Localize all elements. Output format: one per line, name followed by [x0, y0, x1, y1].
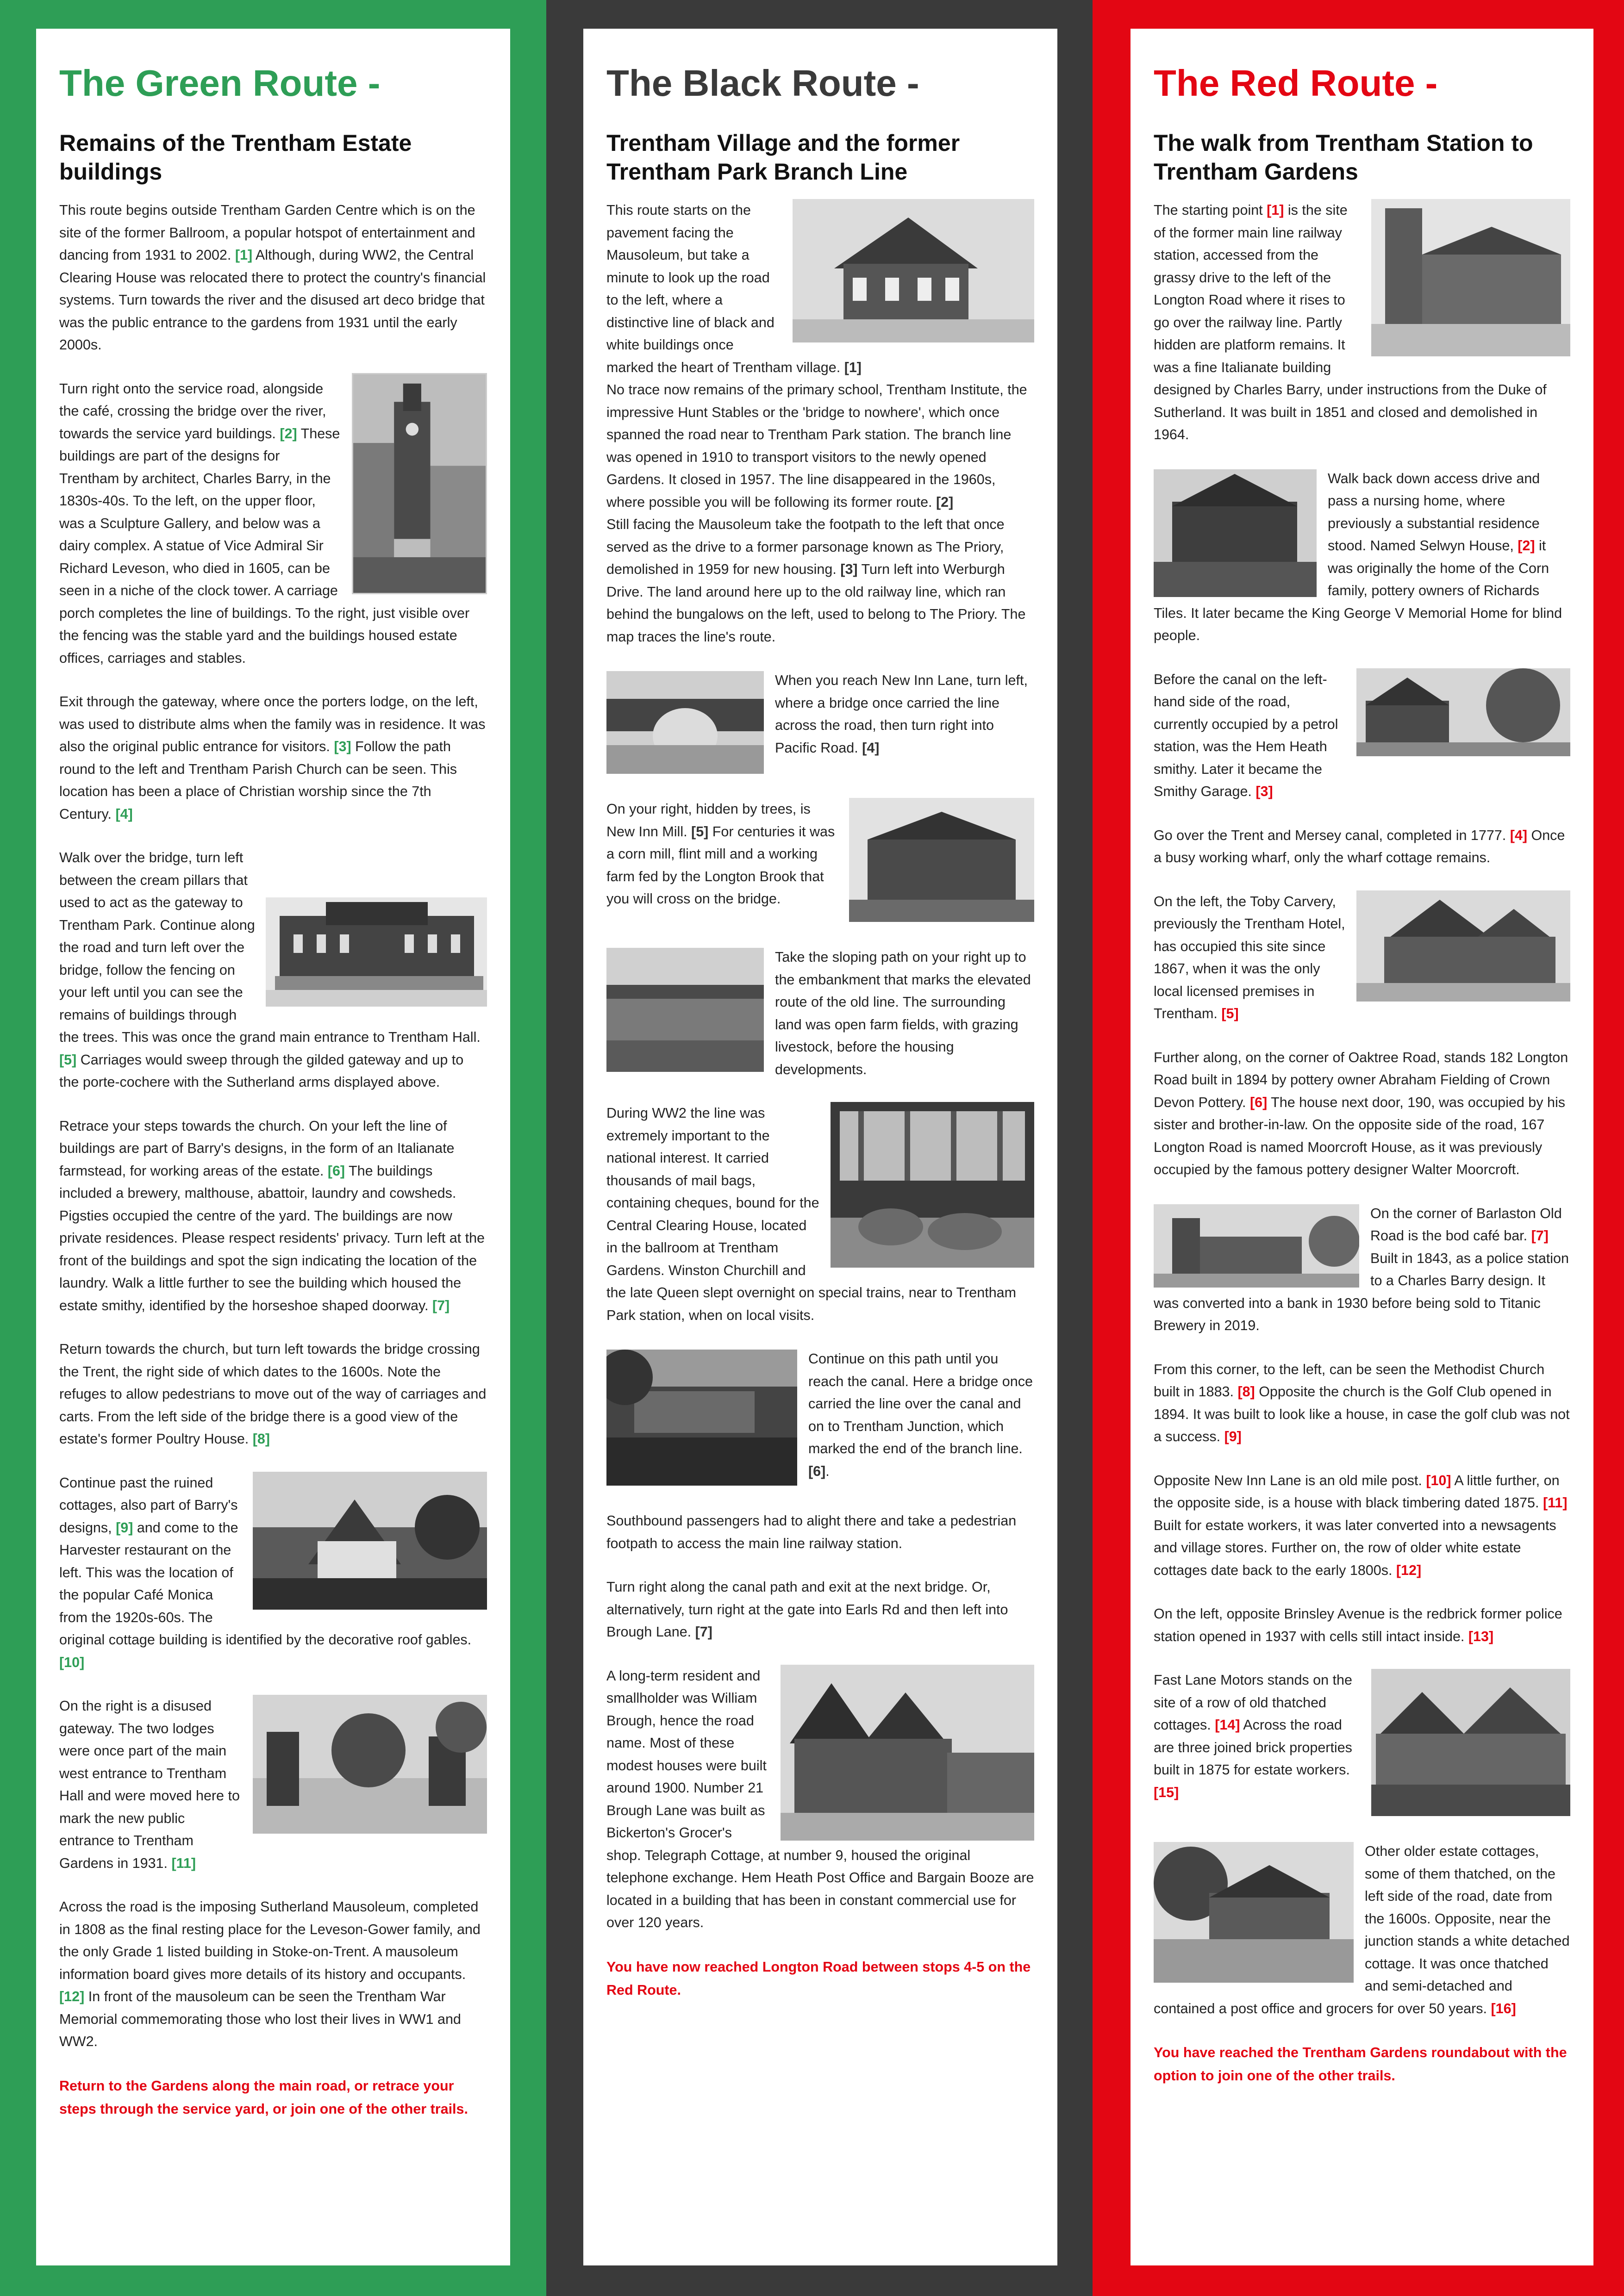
photo-trentham-hall	[266, 897, 487, 1007]
stop-marker: [4]	[1510, 827, 1527, 843]
green-paragraph-2: Turn right onto the service road, alongside the café, crossing the bridge over the river, towards the service yard buildings. [2] These buildings are part of the designs for Trentham by architect, Charles Barry, in the 1830s-40s. To the left, on the upper floor, was a Sculpture Gallery, and below was a dairy complex. A statue of Vice Admiral Sir Richard Leveson, who died in 1605, can be seen in a niche of the clock tower. A carriage porch completes the line of buildings. To the right, just visible over the fencing was the stable yard and the buildings housed estate offices, carriages and stables.	[59, 378, 487, 670]
stop-marker: [3]	[840, 561, 858, 577]
stop-marker: [7]	[695, 1624, 712, 1640]
photo-village-buildings	[793, 199, 1034, 342]
black-paragraph-1: This route starts on the pavement facing the Mausoleum, but take a minute to look up the road to the left, where a distinctive line of black and white buildings once marked the heart of Trentham village. [1] No trace now remains of the primary school, Trentham Institute, the impressive Hunt Stables or the 'bridge to nowhere', which once spanned the road near to Trentham Park station. The branch line was opened in 1910 to transport visitors to the newly opened Gardens. It closed in 1957. The line disappeared in the 1960s, where possible you will be following its former route. [2]	[606, 199, 1034, 513]
photo-police-station-cafe	[1154, 1204, 1359, 1288]
black-paragraph-3: When you reach New Inn Lane, turn left, where a bridge once carried the line across the road, then turn right into Pacific Road. [4]	[606, 669, 1034, 777]
stop-marker: [12]	[59, 1989, 85, 2004]
red-paragraph-2: Walk back down access drive and pass a nursing home, where previously a substantial residence stood. Named Selwyn House, [2] it was originally the home of the Corn family, pottery owners of Richards Tiles. It later became the King George V Memorial Home for blind people.	[1154, 467, 1570, 647]
red-paragraph-12: Other older estate cottages, some of them thatched, on the left side of the road, date from the 1600s. Opposite, near the junction stands a white detached cottage. It was once thatched and semi-detached and contained a post office and grocers for over 50 years. [16]	[1154, 1840, 1570, 2020]
stop-marker: [5]	[59, 1052, 77, 1068]
black-paragraph-10: A long-term resident and smallholder was William Brough, hence the road name. Most of these modest houses were built around 1900. Number 21 Brough Lane was built as Bickerton's Grocer's shop. Telegraph Cottage, at number 9, housed the original telephone exchange. Hem Heath Post Office and Bargain Booze are located in a building that has been in constant commercial use for over 120 years.	[606, 1665, 1034, 1934]
green-paragraph-6: Return towards the church, but turn left towards the bridge crossing the Trent, the right side of which dates to the 1600s. Note the refuges to allow pedestrians to move out of the way of carriages and carts. From the left side of the bridge there is a good view of the estate's former Poultry House. [8]	[59, 1341, 487, 1447]
photo-estate-cottages	[1154, 1842, 1354, 1983]
black-paragraph-4: On your right, hidden by trees, is New Inn Mill. [5] For centuries it was a corn mill, flint mill and a working farm fed by the Longton Brook that you will cross on the bridge.	[606, 798, 1034, 925]
stop-marker: [3]	[334, 739, 351, 754]
photo-thatched-cottages	[1371, 1669, 1570, 1816]
photo-hem-heath-smithy	[1356, 668, 1570, 756]
red-paragraph-1: The starting point [1] is the site of the former main line railway station, accessed from the grassy drive to the left of the Longton Road where it rises to go over the railway line. Partly hidden are platform remains. It was a fine Italianate building designed by Charles Barry, under instructions from the Duke of Sutherland. It was built in 1851 and closed and demolished in 1964.	[1154, 199, 1570, 446]
stop-marker: [9]	[116, 1519, 133, 1536]
green-paragraph-3: Exit through the gateway, where once the porters lodge, on the left, was used to distribute alms when the family was in residence. It was also the original public entrance for visitors. [3] Follow the path round to the left and Trentham Parish Church can be seen. This location has been a place of Christian worship since the 7th Century. [4]	[59, 694, 486, 822]
stop-marker: [10]	[59, 1654, 85, 1670]
stop-marker: [2]	[1518, 538, 1535, 554]
black-paragraph-6: During WW2 the line was extremely important to the national interest. It carried thousands of mail bags, containing cheques, bound for the Central Clearing House, located in the ballroom at Trentham Gardens. Winston Churchill and the late Queen slept overnight on special trains, near to Trentham Park station, when on local visits.	[606, 1102, 1034, 1326]
stop-marker: [5]	[691, 823, 709, 840]
green-route-subtitle: Remains of the Trentham Estate buildings	[59, 130, 412, 185]
black-closing-note: You have now reached Longton Road between stops 4-5 on the Red Route.	[606, 1959, 1031, 1998]
black-route-panel	[583, 29, 1057, 2265]
stop-marker: [11]	[171, 1855, 196, 1871]
red-paragraph-7: On the corner of Barlaston Old Road is the bod café bar. [7] Built in 1843, as a police station to a Charles Barry design. It was converted into a bank in 1930 before being sold to Titanic Brewery in 2019.	[1154, 1202, 1570, 1337]
photo-trentham-station	[1371, 199, 1570, 356]
black-route-title: The Black Route -	[606, 62, 919, 104]
stop-marker: [7]	[1531, 1228, 1549, 1244]
red-route-subtitle: The walk from Trentham Station to Trentham Gardens	[1154, 130, 1533, 185]
green-paragraph-7: Continue past the ruined cottages, also part of Barry's designs, [9] and come to the Harvester restaurant on the left. This was the location of the popular Café Monica from the 1920s-60s. The original cottage building is identified by the decorative roof gables. [10]	[59, 1472, 487, 1674]
stop-marker: [10]	[1426, 1472, 1451, 1488]
stop-marker: [4]	[115, 806, 133, 822]
stop-marker: [2]	[936, 494, 954, 510]
photo-ruined-cottages	[253, 1472, 487, 1610]
stop-marker: [6]	[808, 1463, 826, 1479]
stop-marker: [11]	[1543, 1495, 1568, 1511]
red-route-panel	[1131, 29, 1593, 2265]
stop-marker: [14]	[1215, 1717, 1240, 1733]
red-paragraph-11: Fast Lane Motors stands on the site of a row of old thatched cottages. [14] Across the road are three joined brick properties built in 1875 for estate workers. [15]	[1154, 1669, 1570, 1819]
green-closing-note: Return to the Gardens along the main road, or retrace your steps through the service yard, or join one of the other trails.	[59, 2078, 468, 2117]
green-paragraph-1: This route begins outside Trentham Garden Centre which is on the site of the former Ballroom, a popular hotspot of entertainment and dancing from 1931 to 2002. [1] Although, during WW2, the Central Clearing House was relocated there to protect the country's financial systems. Turn towards the river and the disused art deco bridge that was the public entrance to the gardens from 1931 until the early 2000s.	[59, 202, 486, 353]
photo-west-gateway	[253, 1695, 487, 1834]
red-paragraph-10: On the left, opposite Brinsley Avenue is the redbrick former police station opened in 1937 with cells still intact inside. [13]	[1154, 1606, 1562, 1644]
black-paragraph-7: Continue on this path until you reach the canal. Here a bridge once carried the line over the canal and on to Trentham Junction, which marked the end of the branch line. [6].	[606, 1348, 1034, 1488]
black-paragraph-8: Southbound passengers had to alight there and take a pedestrian footpath to access the main line railway station.	[606, 1513, 1017, 1551]
stop-marker: [6]	[327, 1163, 345, 1179]
photo-trentham-hotel	[1356, 890, 1570, 1002]
photo-clock-tower	[352, 373, 487, 594]
photo-new-inn-lane-bridge	[606, 671, 764, 774]
red-paragraph-5: On the left, the Toby Carvery, previously the Trentham Hotel, has occupied this site since 1867, when it was the only local licensed premises in Trentham. [5]	[1154, 890, 1570, 1025]
stop-marker: [16]	[1491, 2000, 1516, 2016]
photo-new-inn-mill	[849, 798, 1034, 922]
stop-marker: [7]	[432, 1297, 450, 1313]
stop-marker: [5]	[1221, 1006, 1239, 1021]
green-paragraph-8: On the right is a disused gateway. The two lodges were once part of the main west entrance to Trentham Hall and were moved here to mark the new public entrance to Trentham Gardens in 1931. [11]	[59, 1695, 487, 1874]
stop-marker: [1]	[1267, 202, 1284, 218]
stop-marker: [8]	[252, 1431, 270, 1447]
photo-embankment-fields	[606, 948, 764, 1072]
photo-canal-bridge	[606, 1350, 797, 1486]
red-paragraph-8: From this corner, to the left, can be seen the Methodist Church built in 1883. [8] Opposite the church is the Golf Club opened in 1894. It was built to look like a house, in case the golf club was not a success. [9]	[1154, 1361, 1570, 1444]
photo-selwyn-house	[1154, 469, 1317, 597]
green-paragraph-5: Retrace your steps towards the church. On your left the line of buildings are part of Barry's designs, in the form of an Italianate farmstead, for working areas of the estate. [6] The buildings included a brewery, malthouse, abattoir, laundry and cowsheds. Pigsties occupied the centre of the yard. The buildings are now private residences. Please respect residents' privacy. Turn left at the front of the buildings and spot the sign indicating the location of the laundry. Walk a little further to see the building which housed the estate smithy, identified by the horseshoe shaped doorway. [7]	[59, 1118, 485, 1313]
red-paragraph-6: Further along, on the corner of Oaktree Road, stands 182 Longton Road built in 1894 by pottery owner Abraham Fielding of Crown Devon Pottery. [6] The house next door, 190, was occupied by his sister and brother-in-law. On the opposite side of the road, 167 Longton Road is named Moorcroft House, as it was previously occupied by the famous pottery designer Walter Moorcroft.	[1154, 1049, 1568, 1177]
black-paragraph-5: Take the sloping path on your right up to the embankment that marks the elevated route of the old line. The surrounding land was open farm fields, with grazing livestock, before the housing developments.	[606, 946, 1034, 1081]
stop-marker: [2]	[280, 425, 297, 442]
black-route-subtitle: Trentham Village and the former Trentham Park Branch Line	[606, 130, 960, 185]
red-route-title: The Red Route -	[1154, 62, 1438, 104]
photo-brough-lane-houses	[781, 1665, 1034, 1841]
red-closing-note: You have reached the Trentham Gardens roundabout with the option to join one of the other trails.	[1154, 2045, 1567, 2084]
black-paragraph-2: Still facing the Mausoleum take the footpath to the left that once served as the drive to a former parsonage known as The Priory, demolished in 1959 for new housing. [3] Turn left into Werburgh Drive. The land around here up to the old railway line, which ran behind the bungalows on the left, used to belong to The Priory. The map traces the line's route.	[606, 516, 1026, 645]
green-route-panel	[36, 29, 510, 2265]
red-paragraph-3: Before the canal on the left-hand side of the road, currently occupied by a petrol station, was the Hem Heath smithy. Later it became the Smithy Garage. [3]	[1154, 668, 1570, 803]
stop-marker: [12]	[1396, 1562, 1422, 1578]
photo-mail-bags	[831, 1102, 1034, 1268]
red-paragraph-9: Opposite New Inn Lane is an old mile post. [10] A little further, on the opposite side, is a house with black timbering dated 1875. [11] Built for estate workers, it was later converted into a newsagents and village stores. Further on, the row of older white estate cottages date back to the early 1800s. [12]	[1154, 1472, 1568, 1578]
stop-marker: [1]	[844, 359, 862, 375]
red-paragraph-4: Go over the Trent and Mersey canal, completed in 1777. [4] Once a busy working wharf, only the wharf cottage remains.	[1154, 827, 1565, 865]
stop-marker: [15]	[1154, 1784, 1179, 1800]
green-paragraph-9: Across the road is the imposing Sutherland Mausoleum, completed in 1808 as the final resting place for the Leveson-Gower family, and the only Grade 1 listed building in Stoke-on-Trent. A mausoleum information board gives more details of its history and occupants. [12] In front of the mausoleum can be seen the Trentham War Memorial commemorating those who lost their lives in WW1 and WW2.	[59, 1899, 481, 2049]
green-route-title: The Green Route -	[59, 62, 381, 104]
stop-marker: [6]	[1249, 1094, 1268, 1110]
stop-marker: [13]	[1468, 1628, 1494, 1644]
green-paragraph-4: Walk over the bridge, turn left between the cream pillars that used to act as the gateway to Trentham Park. Continue along the road and turn left over the bridge, follow the fencing on your left until you can see the remains of buildings through the trees. This was once the grand main entrance to Trentham Hall. [5] Carriages would sweep through the gilded gateway and up to the porte-cochere with the Sutherland arms displayed above.	[59, 846, 487, 1094]
stop-marker: [4]	[862, 740, 880, 756]
stop-marker: [9]	[1224, 1429, 1242, 1444]
stop-marker: [1]	[235, 247, 253, 263]
black-paragraph-9: Turn right along the canal path and exit at the next bridge. Or, alternatively, turn right at the gate into Earls Rd and then left into Brough Lane. [7]	[606, 1579, 1008, 1640]
stop-marker: [3]	[1255, 784, 1273, 799]
stop-marker: [8]	[1237, 1384, 1255, 1400]
